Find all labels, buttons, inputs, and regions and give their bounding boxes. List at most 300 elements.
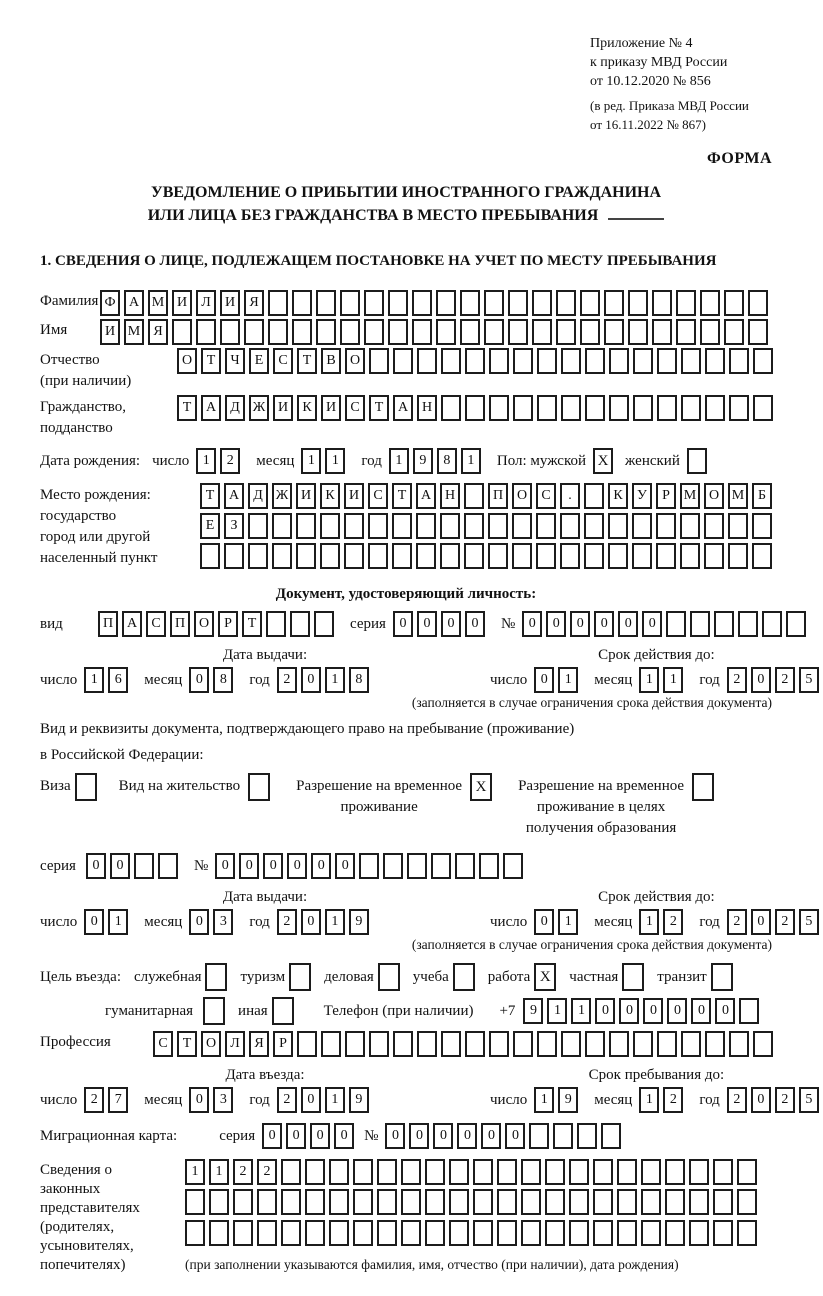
char-box[interactable]: И	[172, 290, 192, 316]
char-box[interactable]	[257, 1220, 277, 1246]
purpose-other-checkbox[interactable]	[272, 997, 294, 1025]
char-box[interactable]	[665, 1189, 685, 1215]
char-box[interactable]: О	[201, 1031, 221, 1057]
char-box[interactable]: 0	[86, 853, 106, 879]
purpose-study-checkbox[interactable]	[453, 963, 475, 991]
char-box[interactable]: 0	[262, 1123, 282, 1149]
char-box[interactable]	[521, 1189, 541, 1215]
char-box[interactable]: 1	[185, 1159, 205, 1185]
char-box[interactable]	[281, 1220, 301, 1246]
char-box[interactable]	[314, 611, 334, 637]
char-box[interactable]	[479, 853, 499, 879]
char-box[interactable]: 6	[108, 667, 128, 693]
char-box[interactable]	[377, 1189, 397, 1215]
char-box[interactable]	[436, 319, 456, 345]
char-box[interactable]	[449, 1189, 469, 1215]
char-box[interactable]	[569, 1189, 589, 1215]
char-box[interactable]: 2	[775, 1087, 795, 1113]
char-box[interactable]	[320, 543, 340, 569]
char-box[interactable]	[296, 543, 316, 569]
char-box[interactable]: 1	[571, 998, 591, 1024]
char-box[interactable]: 0	[286, 1123, 306, 1149]
char-box[interactable]	[316, 319, 336, 345]
char-box[interactable]	[185, 1189, 205, 1215]
char-box[interactable]: 2	[257, 1159, 277, 1185]
char-box[interactable]: 9	[349, 1087, 369, 1113]
char-box[interactable]: Р	[273, 1031, 293, 1057]
char-box[interactable]: С	[153, 1031, 173, 1057]
char-box[interactable]: Т	[369, 395, 389, 421]
char-box[interactable]	[704, 543, 724, 569]
char-box[interactable]: Д	[225, 395, 245, 421]
char-box[interactable]	[585, 395, 605, 421]
char-box[interactable]	[676, 290, 696, 316]
char-box[interactable]	[353, 1159, 373, 1185]
char-box[interactable]	[628, 290, 648, 316]
char-box[interactable]: 1	[534, 1087, 554, 1113]
char-box[interactable]	[560, 543, 580, 569]
char-box[interactable]	[705, 395, 725, 421]
char-box[interactable]: Р	[656, 483, 676, 509]
char-box[interactable]	[652, 319, 672, 345]
char-box[interactable]	[665, 1220, 685, 1246]
char-box[interactable]: 9	[413, 448, 433, 474]
char-box[interactable]	[752, 543, 772, 569]
char-box[interactable]	[680, 543, 700, 569]
char-box[interactable]: О	[177, 348, 197, 374]
char-box[interactable]: 2	[727, 909, 747, 935]
char-box[interactable]: 0	[534, 667, 554, 693]
char-box[interactable]	[737, 1189, 757, 1215]
char-box[interactable]: 1	[196, 448, 216, 474]
char-box[interactable]: 0	[570, 611, 590, 637]
char-box[interactable]	[383, 853, 403, 879]
char-box[interactable]	[248, 543, 268, 569]
char-box[interactable]: 0	[751, 909, 771, 935]
char-box[interactable]	[425, 1189, 445, 1215]
char-box[interactable]: 1	[639, 1087, 659, 1113]
char-box[interactable]: С	[536, 483, 556, 509]
char-box[interactable]	[657, 348, 677, 374]
char-box[interactable]: 0	[595, 998, 615, 1024]
char-box[interactable]: П	[170, 611, 190, 637]
char-box[interactable]: 0	[465, 611, 485, 637]
char-box[interactable]	[609, 395, 629, 421]
char-box[interactable]: 1	[558, 667, 578, 693]
char-box[interactable]: 2	[727, 667, 747, 693]
char-box[interactable]	[786, 611, 806, 637]
char-box[interactable]: 2	[775, 909, 795, 935]
char-box[interactable]	[377, 1220, 397, 1246]
char-box[interactable]	[497, 1189, 517, 1215]
char-box[interactable]: 1	[84, 667, 104, 693]
char-box[interactable]	[537, 348, 557, 374]
char-box[interactable]	[728, 513, 748, 539]
char-box[interactable]	[292, 290, 312, 316]
char-box[interactable]	[521, 1159, 541, 1185]
char-box[interactable]: 5	[799, 909, 819, 935]
char-box[interactable]	[412, 319, 432, 345]
char-box[interactable]	[532, 290, 552, 316]
char-box[interactable]	[392, 543, 412, 569]
char-box[interactable]	[364, 290, 384, 316]
char-box[interactable]	[248, 513, 268, 539]
char-box[interactable]: 0	[311, 853, 331, 879]
char-box[interactable]	[601, 1123, 621, 1149]
char-box[interactable]: 0	[263, 853, 283, 879]
char-box[interactable]	[460, 319, 480, 345]
char-box[interactable]	[268, 290, 288, 316]
char-box[interactable]: 0	[619, 998, 639, 1024]
char-box[interactable]	[521, 1220, 541, 1246]
char-box[interactable]	[617, 1220, 637, 1246]
char-box[interactable]: 1	[209, 1159, 229, 1185]
char-box[interactable]	[609, 348, 629, 374]
char-box[interactable]	[633, 395, 653, 421]
char-box[interactable]	[158, 853, 178, 879]
char-box[interactable]	[762, 611, 782, 637]
residence-permit-checkbox[interactable]	[248, 773, 270, 801]
char-box[interactable]: Т	[201, 348, 221, 374]
char-box[interactable]: Л	[196, 290, 216, 316]
char-box[interactable]	[513, 1031, 533, 1057]
char-box[interactable]	[632, 543, 652, 569]
char-box[interactable]	[465, 348, 485, 374]
char-box[interactable]	[657, 395, 677, 421]
char-box[interactable]	[689, 1189, 709, 1215]
char-box[interactable]: 0	[546, 611, 566, 637]
char-box[interactable]	[729, 395, 749, 421]
char-box[interactable]: 1	[108, 909, 128, 935]
char-box[interactable]	[268, 319, 288, 345]
char-box[interactable]	[713, 1220, 733, 1246]
char-box[interactable]	[560, 513, 580, 539]
char-box[interactable]: А	[416, 483, 436, 509]
char-box[interactable]	[401, 1189, 421, 1215]
char-box[interactable]: И	[273, 395, 293, 421]
char-box[interactable]: 2	[663, 1087, 683, 1113]
char-box[interactable]: 0	[287, 853, 307, 879]
char-box[interactable]: М	[124, 319, 144, 345]
char-box[interactable]: 1	[325, 1087, 345, 1113]
char-box[interactable]: 0	[534, 909, 554, 935]
char-box[interactable]	[329, 1159, 349, 1185]
char-box[interactable]	[353, 1220, 373, 1246]
char-box[interactable]: 0	[301, 667, 321, 693]
char-box[interactable]	[753, 348, 773, 374]
char-box[interactable]	[680, 513, 700, 539]
char-box[interactable]	[536, 513, 556, 539]
char-box[interactable]	[665, 1159, 685, 1185]
char-box[interactable]	[440, 513, 460, 539]
char-box[interactable]	[584, 513, 604, 539]
char-box[interactable]: Е	[200, 513, 220, 539]
temporary-residence-checkbox[interactable]: X	[470, 773, 492, 801]
char-box[interactable]: 0	[215, 853, 235, 879]
char-box[interactable]	[369, 1031, 389, 1057]
char-box[interactable]	[704, 513, 724, 539]
char-box[interactable]	[233, 1189, 253, 1215]
char-box[interactable]	[353, 1189, 373, 1215]
char-box[interactable]	[344, 513, 364, 539]
char-box[interactable]	[401, 1220, 421, 1246]
char-box[interactable]	[641, 1189, 661, 1215]
char-box[interactable]: Я	[148, 319, 168, 345]
char-box[interactable]	[440, 543, 460, 569]
char-box[interactable]	[407, 853, 427, 879]
char-box[interactable]: 9	[349, 909, 369, 935]
char-box[interactable]	[368, 543, 388, 569]
char-box[interactable]: Е	[249, 348, 269, 374]
char-box[interactable]	[497, 1220, 517, 1246]
char-box[interactable]: 0	[643, 998, 663, 1024]
char-box[interactable]: 1	[301, 448, 321, 474]
char-box[interactable]: С	[273, 348, 293, 374]
char-box[interactable]: 0	[751, 667, 771, 693]
char-box[interactable]: 0	[310, 1123, 330, 1149]
char-box[interactable]	[297, 1031, 317, 1057]
char-box[interactable]	[632, 513, 652, 539]
char-box[interactable]: 2	[277, 667, 297, 693]
char-box[interactable]	[392, 513, 412, 539]
char-box[interactable]	[416, 543, 436, 569]
char-box[interactable]	[497, 1159, 517, 1185]
char-box[interactable]	[508, 319, 528, 345]
char-box[interactable]	[681, 395, 701, 421]
char-box[interactable]	[272, 543, 292, 569]
char-box[interactable]: О	[345, 348, 365, 374]
char-box[interactable]: И	[344, 483, 364, 509]
char-box[interactable]	[488, 543, 508, 569]
char-box[interactable]	[584, 483, 604, 509]
char-box[interactable]	[657, 1031, 677, 1057]
char-box[interactable]: 0	[335, 853, 355, 879]
char-box[interactable]: М	[728, 483, 748, 509]
char-box[interactable]: 0	[441, 611, 461, 637]
char-box[interactable]: 0	[691, 998, 711, 1024]
purpose-humanitarian-checkbox[interactable]	[203, 997, 225, 1025]
char-box[interactable]	[569, 1159, 589, 1185]
char-box[interactable]	[503, 853, 523, 879]
char-box[interactable]: С	[345, 395, 365, 421]
char-box[interactable]	[512, 543, 532, 569]
purpose-business-checkbox[interactable]	[378, 963, 400, 991]
char-box[interactable]	[545, 1220, 565, 1246]
char-box[interactable]: 1	[639, 909, 659, 935]
purpose-private-checkbox[interactable]	[622, 963, 644, 991]
char-box[interactable]	[753, 1031, 773, 1057]
char-box[interactable]: О	[194, 611, 214, 637]
char-box[interactable]: И	[220, 290, 240, 316]
char-box[interactable]	[388, 290, 408, 316]
sex-female-checkbox[interactable]	[687, 448, 707, 474]
char-box[interactable]	[196, 319, 216, 345]
char-box[interactable]: А	[201, 395, 221, 421]
char-box[interactable]: 2	[727, 1087, 747, 1113]
char-box[interactable]	[224, 543, 244, 569]
char-box[interactable]	[593, 1220, 613, 1246]
char-box[interactable]	[345, 1031, 365, 1057]
char-box[interactable]	[316, 290, 336, 316]
char-box[interactable]: 1	[325, 667, 345, 693]
char-box[interactable]: 0	[751, 1087, 771, 1113]
purpose-official-checkbox[interactable]	[205, 963, 227, 991]
char-box[interactable]	[233, 1220, 253, 1246]
char-box[interactable]	[464, 543, 484, 569]
char-box[interactable]	[508, 290, 528, 316]
char-box[interactable]	[569, 1220, 589, 1246]
char-box[interactable]: Ж	[249, 395, 269, 421]
char-box[interactable]: С	[146, 611, 166, 637]
char-box[interactable]: 2	[277, 1087, 297, 1113]
char-box[interactable]	[441, 1031, 461, 1057]
char-box[interactable]	[441, 348, 461, 374]
char-box[interactable]	[296, 513, 316, 539]
char-box[interactable]	[513, 348, 533, 374]
char-box[interactable]: А	[124, 290, 144, 316]
char-box[interactable]	[553, 1123, 573, 1149]
char-box[interactable]: 0	[409, 1123, 429, 1149]
char-box[interactable]	[281, 1189, 301, 1215]
char-box[interactable]: 1	[461, 448, 481, 474]
char-box[interactable]	[455, 853, 475, 879]
char-box[interactable]	[545, 1189, 565, 1215]
visa-checkbox[interactable]	[75, 773, 97, 801]
char-box[interactable]: Ж	[272, 483, 292, 509]
char-box[interactable]	[489, 1031, 509, 1057]
char-box[interactable]	[292, 319, 312, 345]
char-box[interactable]	[713, 1159, 733, 1185]
char-box[interactable]	[449, 1220, 469, 1246]
char-box[interactable]: 9	[558, 1087, 578, 1113]
char-box[interactable]	[580, 319, 600, 345]
char-box[interactable]	[465, 395, 485, 421]
char-box[interactable]	[425, 1220, 445, 1246]
char-box[interactable]	[489, 395, 509, 421]
char-box[interactable]	[628, 319, 648, 345]
char-box[interactable]: 5	[799, 667, 819, 693]
char-box[interactable]: 2	[84, 1087, 104, 1113]
char-box[interactable]	[609, 1031, 629, 1057]
char-box[interactable]	[652, 290, 672, 316]
char-box[interactable]: 8	[437, 448, 457, 474]
char-box[interactable]: 1	[547, 998, 567, 1024]
char-box[interactable]: И	[296, 483, 316, 509]
char-box[interactable]	[320, 513, 340, 539]
char-box[interactable]: К	[320, 483, 340, 509]
char-box[interactable]: 2	[220, 448, 240, 474]
char-box[interactable]: 0	[239, 853, 259, 879]
char-box[interactable]: 0	[393, 611, 413, 637]
char-box[interactable]: 0	[417, 611, 437, 637]
char-box[interactable]	[460, 290, 480, 316]
char-box[interactable]	[488, 513, 508, 539]
char-box[interactable]: 0	[618, 611, 638, 637]
char-box[interactable]: 0	[642, 611, 662, 637]
char-box[interactable]: .	[560, 483, 580, 509]
char-box[interactable]	[608, 543, 628, 569]
char-box[interactable]: 8	[213, 667, 233, 693]
char-box[interactable]	[266, 611, 286, 637]
char-box[interactable]	[556, 319, 576, 345]
char-box[interactable]: Т	[177, 1031, 197, 1057]
char-box[interactable]	[753, 395, 773, 421]
char-box[interactable]	[729, 348, 749, 374]
char-box[interactable]	[641, 1159, 661, 1185]
char-box[interactable]	[545, 1159, 565, 1185]
char-box[interactable]	[369, 348, 389, 374]
char-box[interactable]	[431, 853, 451, 879]
char-box[interactable]	[290, 611, 310, 637]
char-box[interactable]: Ч	[225, 348, 245, 374]
char-box[interactable]: 1	[325, 909, 345, 935]
char-box[interactable]	[608, 513, 628, 539]
char-box[interactable]: О	[512, 483, 532, 509]
char-box[interactable]: К	[297, 395, 317, 421]
purpose-work-checkbox[interactable]: X	[534, 963, 556, 991]
char-box[interactable]	[529, 1123, 549, 1149]
char-box[interactable]	[700, 319, 720, 345]
char-box[interactable]: 0	[84, 909, 104, 935]
char-box[interactable]: И	[321, 395, 341, 421]
char-box[interactable]	[593, 1159, 613, 1185]
char-box[interactable]	[393, 1031, 413, 1057]
char-box[interactable]	[329, 1189, 349, 1215]
char-box[interactable]	[728, 543, 748, 569]
char-box[interactable]	[465, 1031, 485, 1057]
char-box[interactable]: 1	[389, 448, 409, 474]
char-box[interactable]: А	[122, 611, 142, 637]
char-box[interactable]: Т	[242, 611, 262, 637]
char-box[interactable]	[257, 1189, 277, 1215]
char-box[interactable]: И	[100, 319, 120, 345]
char-box[interactable]	[281, 1159, 301, 1185]
char-box[interactable]	[737, 1220, 757, 1246]
char-box[interactable]	[713, 1189, 733, 1215]
char-box[interactable]	[724, 319, 744, 345]
char-box[interactable]: 0	[189, 667, 209, 693]
char-box[interactable]	[473, 1220, 493, 1246]
char-box[interactable]	[305, 1159, 325, 1185]
char-box[interactable]	[537, 395, 557, 421]
char-box[interactable]: 0	[385, 1123, 405, 1149]
char-box[interactable]: У	[632, 483, 652, 509]
char-box[interactable]: Б	[752, 483, 772, 509]
char-box[interactable]	[593, 1189, 613, 1215]
char-box[interactable]	[368, 513, 388, 539]
char-box[interactable]	[134, 853, 154, 879]
char-box[interactable]	[656, 543, 676, 569]
char-box[interactable]	[729, 1031, 749, 1057]
char-box[interactable]: Н	[440, 483, 460, 509]
char-box[interactable]	[484, 319, 504, 345]
char-box[interactable]	[512, 513, 532, 539]
char-box[interactable]	[705, 1031, 725, 1057]
char-box[interactable]	[417, 348, 437, 374]
char-box[interactable]	[401, 1159, 421, 1185]
char-box[interactable]	[412, 290, 432, 316]
char-box[interactable]	[436, 290, 456, 316]
char-box[interactable]	[577, 1123, 597, 1149]
char-box[interactable]	[748, 319, 768, 345]
char-box[interactable]	[464, 513, 484, 539]
char-box[interactable]: П	[488, 483, 508, 509]
char-box[interactable]: 0	[301, 909, 321, 935]
char-box[interactable]	[584, 543, 604, 569]
char-box[interactable]	[489, 348, 509, 374]
char-box[interactable]	[633, 1031, 653, 1057]
purpose-transit-checkbox[interactable]	[711, 963, 733, 991]
